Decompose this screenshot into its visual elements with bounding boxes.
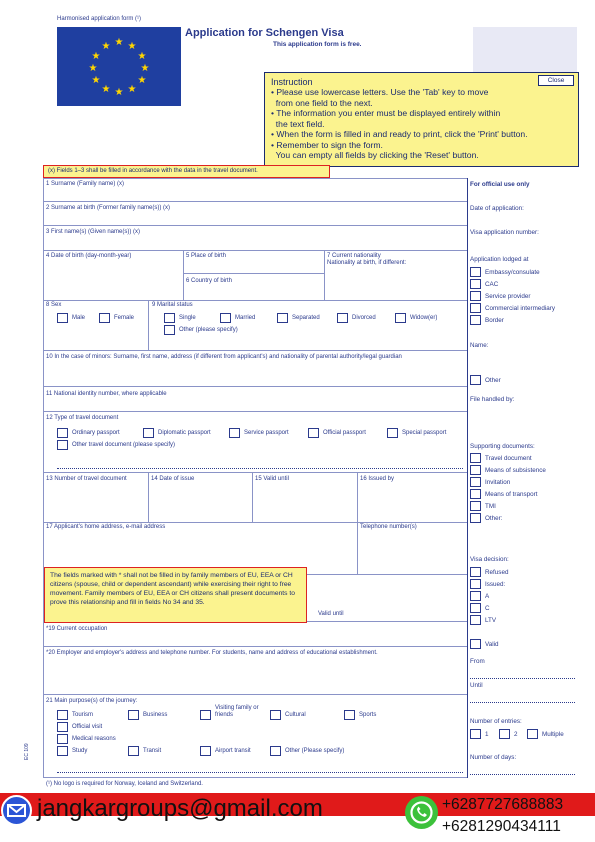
field-10-label: 10 In the case of minors: Surname, first name, address (if different from applicant's) and nationality of parental authority/legal guardian	[46, 354, 402, 360]
airport-transit-checkbox[interactable]	[200, 746, 211, 756]
issued-label: Issued:	[485, 580, 506, 588]
decision-ltv[interactable]	[470, 615, 496, 625]
official-from: From	[470, 658, 485, 665]
special-label: Special passport	[402, 430, 447, 436]
purpose-airport-transit[interactable]	[200, 746, 251, 756]
svg-text:★: ★	[114, 37, 124, 48]
entries-multiple-label: Multiple	[542, 730, 564, 738]
lodged-service-provider[interactable]	[470, 291, 531, 301]
sex-female[interactable]	[99, 313, 134, 323]
a-label: A	[485, 592, 490, 600]
harmonised-label: Harmonised application form (¹)	[57, 16, 142, 22]
official-handled: File handled by:	[470, 396, 515, 403]
banner-email[interactable]: jangkargroups@gmail.com	[37, 795, 323, 822]
purpose-study[interactable]	[57, 746, 87, 756]
entries-multiple[interactable]	[527, 729, 564, 739]
lodged-other-label: Other	[485, 376, 501, 384]
border-checkbox[interactable]	[470, 315, 481, 325]
diplomatic-checkbox[interactable]	[143, 428, 154, 438]
official-supporting: Supporting documents:	[470, 443, 535, 450]
instruction-line: • Please use lowercase letters. Use the 'Tab' key to move	[271, 87, 489, 97]
female-checkbox[interactable]	[99, 313, 110, 323]
svg-text:★: ★	[101, 84, 111, 95]
tourism-label: Tourism	[72, 712, 94, 718]
transport-checkbox[interactable]	[470, 489, 481, 499]
field-17-label: 17 Applicant's home address, e-mail address	[46, 524, 166, 530]
embassy-label: Embassy/consulate	[485, 268, 540, 276]
svg-text:★: ★	[137, 51, 147, 62]
form-subtitle: This application form is free.	[273, 41, 362, 48]
ordinary-label: Ordinary passport	[72, 430, 120, 436]
field-21-label: 21 Main purpose(s) of the journey:	[46, 698, 138, 704]
field-13-label: 13 Number of travel document	[46, 476, 127, 482]
support-travel[interactable]	[470, 453, 532, 463]
entries-1-label: 1	[485, 730, 489, 738]
official-name: Name:	[470, 342, 489, 349]
eu-stars-icon	[57, 27, 181, 106]
lodged-cac[interactable]	[470, 279, 498, 289]
valid-until-label: Valid until	[318, 611, 344, 617]
svg-text:★: ★	[127, 41, 137, 52]
field-8-label: 8 Sex	[46, 302, 62, 308]
study-checkbox[interactable]	[57, 746, 68, 756]
field-6-label: 6 Country of birth	[186, 278, 233, 284]
decision-refused[interactable]	[470, 567, 508, 577]
marital-widow[interactable]	[395, 313, 437, 323]
official-number: Visa application number:	[470, 229, 539, 236]
study-label: Study	[72, 748, 88, 754]
visiting-checkbox[interactable]	[200, 710, 211, 720]
cac-label: CAC	[485, 280, 499, 288]
tourism-checkbox[interactable]	[57, 710, 68, 720]
medical-label: Medical reasons	[72, 736, 116, 742]
field-14-label: 14 Date of issue	[151, 476, 195, 482]
tmi-checkbox[interactable]	[470, 501, 481, 511]
lodged-embassy[interactable]	[470, 267, 540, 277]
business-label: Business	[143, 712, 168, 718]
photo-box	[473, 27, 577, 73]
official-title: For official use only	[470, 181, 530, 188]
business-checkbox[interactable]	[128, 710, 139, 720]
invitation-label: Invitation	[485, 478, 511, 486]
field-12-label: 12 Type of travel document	[46, 415, 119, 421]
service-label: Service passport	[244, 430, 289, 436]
married-label: Married	[235, 315, 256, 321]
field-20-label: *20 Employer and employer's address and telephone number. For students, name and address of educational establishment.	[46, 650, 378, 656]
special-checkbox[interactable]	[387, 428, 398, 438]
form-title: Application for Schengen Visa	[185, 27, 344, 39]
lodged-other-checkbox[interactable]	[470, 375, 481, 385]
male-label: Male	[72, 315, 86, 321]
ltv-label: LTV	[485, 616, 497, 624]
instruction-line: • Remember to sign the form.	[271, 139, 383, 150]
support-invitation[interactable]	[470, 477, 510, 487]
intermediary-label: Commercial intermediary	[485, 304, 555, 312]
banner-phone-1[interactable]: +6287727688883	[442, 796, 564, 813]
service-checkbox[interactable]	[229, 428, 240, 438]
intermediary-checkbox[interactable]	[470, 303, 481, 313]
svg-text:★: ★	[91, 75, 101, 86]
side-code: EC 109	[24, 743, 30, 760]
field-19-label: *19 Current occupation	[46, 626, 108, 632]
decision-a[interactable]	[470, 591, 489, 601]
svg-text:★: ★	[88, 63, 98, 74]
mail-icon	[1, 795, 32, 826]
instruction-line: the text field.	[271, 118, 325, 129]
lodged-border[interactable]	[470, 315, 504, 325]
support-tmi[interactable]	[470, 501, 496, 511]
decision-issued[interactable]	[470, 579, 505, 589]
sports-label: Sports	[359, 712, 377, 718]
cultural-label: Cultural	[285, 712, 306, 718]
entries-1-checkbox[interactable]	[470, 729, 481, 739]
service-provider-checkbox[interactable]	[470, 291, 481, 301]
widow-label: Widow(er)	[410, 315, 438, 321]
official-visit-checkbox[interactable]	[57, 722, 68, 732]
airport-transit-label: Airport transit	[215, 748, 251, 754]
male-checkbox[interactable]	[57, 313, 68, 323]
whatsapp-icon	[405, 796, 438, 829]
marital-married[interactable]	[220, 313, 255, 323]
purpose-transit[interactable]	[128, 746, 161, 756]
single-label: Single	[179, 315, 196, 321]
separated-checkbox[interactable]	[277, 313, 288, 323]
banner-phone-2[interactable]: +6281290434111	[442, 818, 561, 835]
separated-label: Separated	[292, 315, 320, 321]
telephone-label: Telephone number(s)	[360, 524, 417, 530]
contact-banner	[0, 793, 595, 842]
marital-other-label: Other (please specify)	[179, 327, 238, 333]
marital-divorced[interactable]	[337, 313, 376, 323]
marital-separated[interactable]	[277, 313, 320, 323]
travel-doc-label: Travel document	[485, 454, 532, 462]
svg-text:★: ★	[137, 75, 147, 86]
purpose-sports[interactable]	[344, 710, 376, 720]
instruction-line: You can empty all fields by clicking the 'Reset' button.	[271, 150, 479, 160]
travel-doc-checkbox[interactable]	[470, 453, 481, 463]
doc-other-checkbox[interactable]	[57, 440, 68, 450]
support-transport[interactable]	[470, 489, 538, 499]
instruction-line: from one field to the next.	[271, 97, 373, 108]
purpose-other-checkbox[interactable]	[270, 746, 281, 756]
refused-label: Refused	[485, 568, 509, 576]
svg-text:★: ★	[127, 84, 137, 95]
instruction-title: Instruction	[271, 77, 313, 87]
valid-label: Valid	[485, 640, 499, 648]
fields-note: (x) Fields 1–3 shall be filled in accordance with the data in the travel document.	[43, 165, 330, 178]
support-other[interactable]	[470, 513, 503, 523]
doc-service[interactable]	[229, 428, 289, 438]
widow-checkbox[interactable]	[395, 313, 406, 323]
doc-official[interactable]	[308, 428, 366, 438]
marital-other-checkbox[interactable]	[164, 325, 175, 335]
field-11-label: 11 National identity number, where applicable	[46, 391, 167, 397]
purpose-tourism[interactable]	[57, 710, 93, 720]
entries-2-checkbox[interactable]	[499, 729, 510, 739]
family-members-note: The fields marked with * shall not be filled in by family members of EU, EEA or CH citizens (spouse, child or dependent ascendant) while exercising their right to free movement. Family members of EU, EEA or CH citizens shall present documents to prove this relationship and fill in fields No 34 and 35.	[44, 567, 307, 623]
doc-special[interactable]	[387, 428, 446, 438]
svg-text:★: ★	[140, 63, 150, 74]
field-15-label: 15 Valid until	[255, 476, 289, 482]
doc-diplomatic[interactable]	[143, 428, 211, 438]
visiting-label-1: Visiting family or	[215, 705, 259, 711]
visiting-label-2: friends	[215, 712, 234, 718]
divorced-label: Divorced	[352, 315, 376, 321]
instruction-popup	[264, 72, 579, 167]
embassy-checkbox[interactable]	[470, 267, 481, 277]
invitation-checkbox[interactable]	[470, 477, 481, 487]
svg-text:★: ★	[114, 87, 124, 98]
purpose-other[interactable]	[270, 746, 344, 756]
tmi-label: TMI	[485, 502, 496, 510]
purpose-other-label: Other (Please specify)	[285, 748, 345, 754]
support-other-label: Other:	[485, 514, 503, 522]
purpose-medical[interactable]	[57, 734, 116, 744]
transit-label: Transit	[143, 748, 162, 754]
diplomatic-label: Diplomatic passport	[158, 430, 211, 436]
entries-multiple-checkbox[interactable]	[527, 729, 538, 739]
ordinary-checkbox[interactable]	[57, 428, 68, 438]
field-4-label: 4 Date of birth (day-month-year)	[46, 253, 132, 259]
eu-flag-logo	[57, 27, 181, 106]
single-checkbox[interactable]	[164, 313, 175, 323]
medical-checkbox[interactable]	[57, 734, 68, 744]
entries-1[interactable]	[470, 729, 489, 739]
official-visit-label: Official visit	[72, 724, 103, 730]
decision-valid[interactable]	[470, 639, 499, 649]
svg-text:★: ★	[101, 41, 111, 52]
c-label: C	[485, 604, 490, 612]
official-decision: Visa decision:	[470, 556, 509, 563]
sex-male[interactable]	[57, 313, 85, 323]
border-label: Border	[485, 316, 504, 324]
footnote: (¹) No logo is required for Norway, Iceland and Switzerland.	[46, 781, 203, 787]
service-provider-label: Service provider	[485, 292, 531, 300]
field-9-label: 9 Marital status	[152, 302, 193, 308]
marital-single[interactable]	[164, 313, 196, 323]
doc-other[interactable]	[57, 440, 175, 450]
female-label: Female	[114, 315, 135, 321]
issued-checkbox[interactable]	[470, 579, 481, 589]
cultural-checkbox[interactable]	[270, 710, 281, 720]
field-5-label: 5 Place of birth	[186, 253, 227, 259]
cac-checkbox[interactable]	[470, 279, 481, 289]
instruction-line: • When the form is filled in and ready to print, click the 'Print' button.	[271, 129, 528, 139]
field-7-label: 7 Current nationality	[327, 253, 381, 259]
doc-ordinary[interactable]	[57, 428, 120, 438]
official-entries: Number of entries:	[470, 718, 522, 725]
purpose-visiting[interactable]	[200, 710, 211, 720]
c-checkbox[interactable]	[470, 603, 481, 613]
ltv-checkbox[interactable]	[470, 615, 481, 625]
refused-checkbox[interactable]	[470, 567, 481, 577]
official-until: Until	[470, 682, 483, 689]
purpose-cultural[interactable]	[270, 710, 306, 720]
doc-other-label: Other travel document (please specify)	[72, 442, 176, 448]
a-checkbox[interactable]	[470, 591, 481, 601]
close-button[interactable]: Close	[538, 75, 574, 86]
field-7-sublabel: Nationality at birth, if different:	[327, 260, 407, 266]
purpose-official[interactable]	[57, 722, 102, 732]
entries-2[interactable]	[499, 729, 518, 739]
official-label: Official passport	[323, 430, 366, 436]
sports-checkbox[interactable]	[344, 710, 355, 720]
valid-checkbox[interactable]	[470, 639, 481, 649]
transit-checkbox[interactable]	[128, 746, 139, 756]
purpose-business[interactable]	[128, 710, 167, 720]
transport-label: Means of transport	[485, 490, 538, 498]
decision-c[interactable]	[470, 603, 490, 613]
subsistence-checkbox[interactable]	[470, 465, 481, 475]
official-date: Date of application:	[470, 205, 524, 212]
support-other-checkbox[interactable]	[470, 513, 481, 523]
support-subsistence[interactable]	[470, 465, 546, 475]
marital-other[interactable]	[164, 325, 238, 335]
field-1-label: 1 Surname (Family name) (x)	[46, 181, 125, 187]
official-checkbox[interactable]	[308, 428, 319, 438]
married-checkbox[interactable]	[220, 313, 231, 323]
field-3-label: 3 First name(s) (Given name(s)) (x)	[46, 229, 141, 235]
lodged-intermediary[interactable]	[470, 303, 555, 313]
field-2-label: 2 Surname at birth (Former family name(s)) (x)	[46, 205, 171, 211]
svg-text:★: ★	[91, 51, 101, 62]
official-days: Number of days:	[470, 754, 517, 761]
divorced-checkbox[interactable]	[337, 313, 348, 323]
lodged-other[interactable]	[470, 375, 501, 385]
official-lodged: Application lodged at	[470, 256, 529, 263]
entries-2-label: 2	[514, 730, 518, 738]
instruction-line: • The information you enter must be displayed entirely within	[271, 108, 501, 118]
field-16-label: 16 Issued by	[360, 476, 395, 482]
instruction-lines	[271, 87, 572, 161]
subsistence-label: Means of subsistence	[485, 466, 546, 474]
